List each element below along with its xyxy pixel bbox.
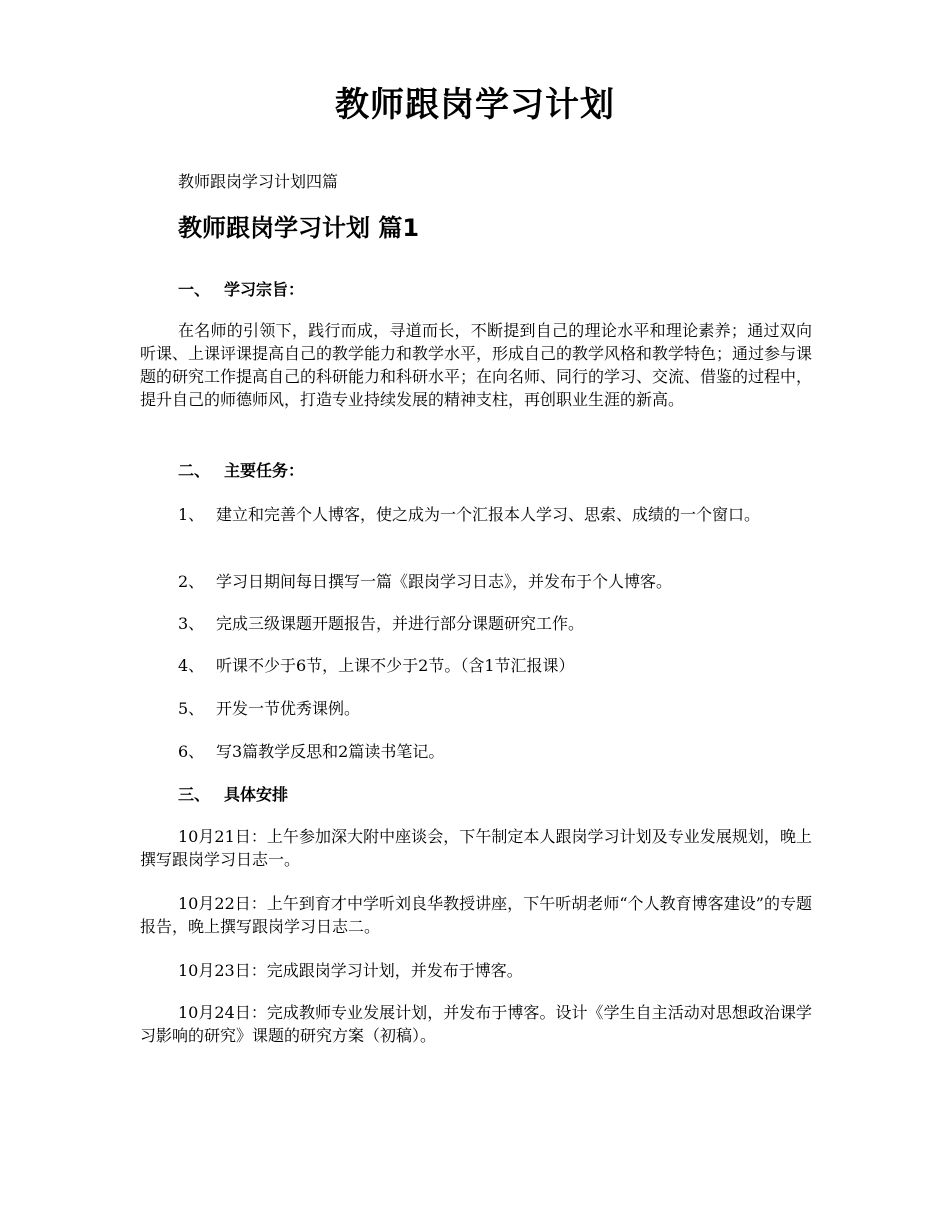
task-item-5 — [140, 697, 812, 720]
task-number: 5、 — [178, 699, 205, 718]
task-item-4 — [140, 654, 812, 677]
paragraph-study-purpose: 在名师的引领下，践行而成，寻道而长，不断提到自己的理论水平和理论素养；通过双向听课、上课评课提高自己的教学能力和教学水平，形成自己的教学风格和教学特色；通过参与课题的研究工作提高自己的科研能力和科研水平；在向名师、同行的学习、交流、借鉴的过程中，提升自己的师德师风，打造专业持续发展的精神支柱，再创职业生涯的新高。 — [140, 321, 813, 409]
heading-schedule — [178, 782, 288, 808]
task-item-3 — [140, 612, 812, 635]
schedule-oct-23: 10月23日：完成跟岗学习计划，并发布于博客。 — [178, 961, 523, 980]
task-item-1 — [140, 503, 812, 526]
task-number: 3、 — [178, 614, 205, 633]
document-title: 教师跟岗学习计划 — [335, 85, 615, 125]
task-text: 完成三级课题开题报告，并进行部分课题研究工作。 — [216, 614, 585, 633]
heading-study-purpose — [178, 277, 304, 303]
heading-number: 三、 — [178, 785, 211, 804]
task-item-2 — [140, 570, 812, 593]
heading-number: 二、 — [178, 461, 211, 480]
task-text: 开发一节优秀课例。 — [216, 699, 361, 718]
task-text: 建立和完善个人博客，使之成为一个汇报本人学习、思索、成绩的一个窗口。 — [216, 505, 761, 524]
task-text: 学习日期间每日撰写一篇《跟岗学习日志》，并发布于个人博客。 — [216, 572, 673, 591]
section-title: 教师跟岗学习计划 篇1 — [178, 214, 420, 242]
task-number: 4、 — [178, 656, 205, 675]
task-number: 6、 — [178, 742, 205, 761]
schedule-oct-22: 10月22日：上午到育才中学听刘良华教授讲座，下午听胡老师“个人教育博客建设”的专题报告，晚上撰写跟岗学习日志二。 — [140, 894, 812, 936]
document-subtitle: 教师跟岗学习计划四篇 — [178, 172, 339, 191]
heading-number: 一、 — [178, 280, 211, 299]
task-number: 1、 — [178, 505, 205, 524]
heading-text: 学习宗旨： — [224, 280, 305, 299]
heading-text: 主要任务： — [224, 461, 305, 480]
schedule-oct-21: 10月21日：上午参加深大附中座谈会，下午制定本人跟岗学习计划及专业发展规划，晚上撰写跟岗学习日志一。 — [140, 827, 812, 869]
task-item-6 — [140, 740, 812, 763]
task-text: 听课不少于6节，上课不少于2节。（含1节汇报课） — [216, 656, 575, 675]
heading-main-tasks — [178, 458, 304, 484]
schedule-oct-24: 10月24日：完成教师专业发展计划，并发布于博客。设计《学生自主活动对思想政治课学习影响的研究》课题的研究方案（初稿）。 — [140, 1003, 812, 1045]
heading-text: 具体安排 — [224, 785, 289, 804]
task-text: 写3篇教学反思和2篇读书笔记。 — [216, 742, 445, 761]
task-number: 2、 — [178, 572, 205, 591]
